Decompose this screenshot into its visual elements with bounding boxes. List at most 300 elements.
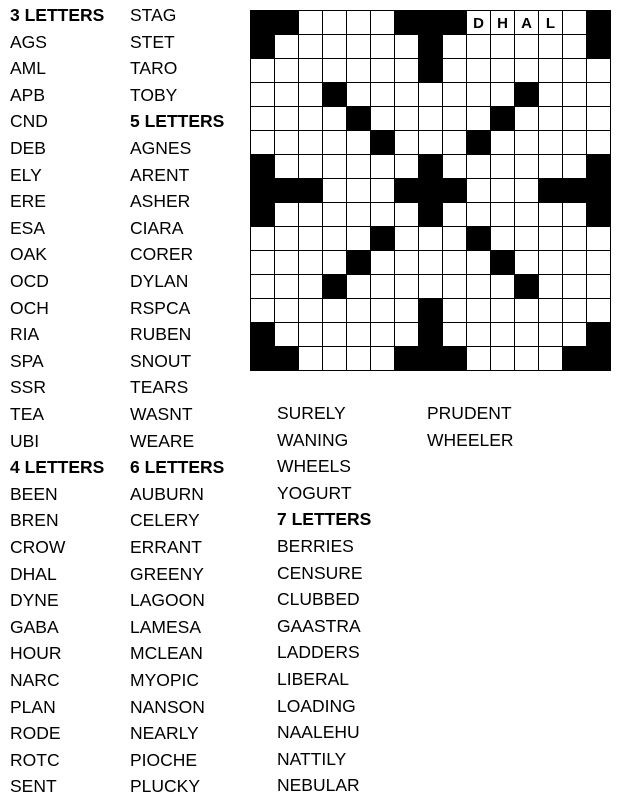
- word-list-item: RODE: [10, 723, 61, 744]
- word-list-item: MYOPIC: [130, 670, 200, 690]
- grid-cell[interactable]: [371, 203, 395, 227]
- grid-cell[interactable]: [467, 347, 491, 371]
- grid-cell[interactable]: [323, 251, 347, 275]
- grid-cell[interactable]: [323, 227, 347, 251]
- grid-cell[interactable]: [347, 323, 371, 347]
- grid-cell[interactable]: [299, 227, 323, 251]
- grid-cell[interactable]: [563, 323, 587, 347]
- grid-cell[interactable]: [371, 107, 395, 131]
- word-list-item: RSPCA: [130, 297, 191, 318]
- grid-cell[interactable]: [491, 227, 515, 251]
- grid-cell[interactable]: [491, 179, 515, 203]
- grid-cell[interactable]: [419, 83, 443, 107]
- black-cell: [251, 35, 275, 59]
- word-list-item: ELY: [10, 164, 42, 185]
- black-cell: [419, 299, 443, 323]
- grid-cell[interactable]: [251, 227, 275, 251]
- word-list-item: NARC: [10, 670, 60, 690]
- word-list-item: CIARA: [130, 217, 184, 238]
- word-list-item: PIOCHE: [130, 749, 198, 770]
- grid-cell[interactable]: [443, 299, 467, 323]
- grid-cell[interactable]: [275, 83, 299, 107]
- grid-cell[interactable]: [323, 203, 347, 227]
- grid-cell[interactable]: [299, 275, 323, 299]
- grid-cell[interactable]: [467, 203, 491, 227]
- grid-cell[interactable]: [395, 59, 419, 83]
- grid-cell[interactable]: [251, 83, 275, 107]
- grid-cell[interactable]: [371, 155, 395, 179]
- grid-cell[interactable]: [419, 275, 443, 299]
- grid-cell[interactable]: [563, 59, 587, 83]
- grid-cell[interactable]: [251, 251, 275, 275]
- grid-cell[interactable]: [323, 11, 347, 35]
- grid-cell[interactable]: [563, 131, 587, 155]
- black-cell: [347, 251, 371, 275]
- word-list-item: UBI: [10, 430, 40, 451]
- grid-cell[interactable]: [275, 299, 299, 323]
- black-cell: [467, 131, 491, 155]
- grid-cell[interactable]: [515, 203, 539, 227]
- black-cell: [251, 179, 275, 203]
- word-list-item: DYNE: [10, 590, 59, 611]
- grid-cell[interactable]: [443, 275, 467, 299]
- word-list-item: STET: [130, 31, 175, 52]
- word-list-item: OCD: [10, 271, 49, 291]
- word-list-item: AML: [10, 58, 46, 79]
- grid-cell[interactable]: [395, 227, 419, 251]
- black-cell: [515, 275, 539, 299]
- grid-cell[interactable]: [587, 299, 611, 323]
- grid-cell[interactable]: [563, 107, 587, 131]
- grid-cell[interactable]: [275, 35, 299, 59]
- word-list-item: PLUCKY: [130, 776, 201, 797]
- word-list-item: CENSURE: [277, 562, 363, 583]
- grid-cell[interactable]: [515, 227, 539, 251]
- word-list-item: ROTC: [10, 749, 60, 770]
- grid-cell[interactable]: [563, 35, 587, 59]
- grid-cell[interactable]: [323, 179, 347, 203]
- black-cell: [515, 83, 539, 107]
- grid-cell[interactable]: [491, 35, 515, 59]
- black-cell: [323, 83, 347, 107]
- grid-cell[interactable]: [323, 35, 347, 59]
- word-list-item: TEA: [10, 404, 45, 424]
- grid-cell[interactable]: [299, 323, 323, 347]
- word-list-item: NEARLY: [130, 723, 199, 744]
- grid-cell[interactable]: [467, 179, 491, 203]
- grid-cell[interactable]: [443, 83, 467, 107]
- grid-cell[interactable]: [323, 131, 347, 155]
- grid-cell[interactable]: [467, 107, 491, 131]
- grid-cell[interactable]: [587, 107, 611, 131]
- grid-cell[interactable]: [395, 155, 419, 179]
- word-list-item: AUBURN: [130, 483, 204, 504]
- word-list-item: ESA: [10, 217, 46, 238]
- grid-cell[interactable]: [251, 131, 275, 155]
- grid-cell[interactable]: [419, 227, 443, 251]
- black-cell: [467, 227, 491, 251]
- grid-cell[interactable]: [467, 59, 491, 83]
- grid-cell[interactable]: [371, 275, 395, 299]
- grid-cell[interactable]: [419, 131, 443, 155]
- black-cell: [587, 179, 611, 203]
- grid-cell[interactable]: [395, 35, 419, 59]
- word-list-item: WHEELER: [427, 429, 514, 450]
- word-list-item: SSR: [10, 377, 46, 398]
- word-list-item: MCLEAN: [130, 643, 203, 664]
- black-cell: [251, 323, 275, 347]
- grid-cell[interactable]: [563, 83, 587, 107]
- black-cell: [443, 11, 467, 35]
- word-list-item: RUBEN: [130, 324, 192, 345]
- grid-cell[interactable]: [539, 35, 563, 59]
- grid-cell[interactable]: [443, 35, 467, 59]
- word-list-item: CND: [10, 111, 48, 132]
- word-list-item: DEB: [10, 138, 46, 158]
- grid-cell[interactable]: [587, 131, 611, 155]
- word-list-item: TARO: [130, 58, 178, 79]
- grid-cell[interactable]: [563, 155, 587, 179]
- grid-cell[interactable]: [323, 155, 347, 179]
- word-list-item: SPA: [10, 350, 44, 371]
- grid-cell[interactable]: [395, 107, 419, 131]
- grid-cell[interactable]: [515, 35, 539, 59]
- grid-cell[interactable]: [515, 299, 539, 323]
- word-list-item: OAK: [10, 244, 47, 265]
- grid-cell[interactable]: [467, 323, 491, 347]
- grid-cell[interactable]: [491, 203, 515, 227]
- grid-cell[interactable]: [539, 107, 563, 131]
- grid-cell[interactable]: [443, 59, 467, 83]
- black-cell: [587, 203, 611, 227]
- grid-cell[interactable]: [323, 59, 347, 83]
- word-list-item: TOBY: [130, 84, 178, 105]
- grid-cell[interactable]: [323, 107, 347, 131]
- word-list-item: ASHER: [130, 191, 191, 212]
- cell-letter: H: [497, 15, 508, 32]
- word-list-item: SURELY: [277, 403, 346, 423]
- grid-cell[interactable]: [539, 347, 563, 371]
- black-cell: [395, 347, 419, 371]
- grid-cell[interactable]: [443, 227, 467, 251]
- word-length-heading: 5 LETTERS: [130, 111, 225, 132]
- black-cell: [419, 155, 443, 179]
- black-cell: [419, 347, 443, 371]
- grid-cell[interactable]: [563, 275, 587, 299]
- grid-cell[interactable]: [323, 323, 347, 347]
- grid-cell[interactable]: [443, 155, 467, 179]
- word-length-heading: 6 LETTERS: [130, 457, 225, 478]
- grid-cell[interactable]: [515, 179, 539, 203]
- grid-cell[interactable]: [251, 107, 275, 131]
- grid-cell[interactable]: [371, 83, 395, 107]
- grid-cell[interactable]: [275, 59, 299, 83]
- word-list-item: WASNT: [130, 404, 193, 424]
- grid-cell[interactable]: [347, 203, 371, 227]
- word-list-item: LAMESA: [130, 616, 201, 637]
- grid-cell[interactable]: [443, 107, 467, 131]
- grid-cell[interactable]: [443, 131, 467, 155]
- grid-cell[interactable]: [467, 83, 491, 107]
- black-cell: [275, 179, 299, 203]
- black-cell: [491, 251, 515, 275]
- black-cell: [251, 11, 275, 35]
- black-cell: [371, 227, 395, 251]
- word-list-item: YOGURT: [277, 482, 352, 503]
- grid-cell[interactable]: [491, 83, 515, 107]
- grid-cell[interactable]: [299, 131, 323, 155]
- word-list-item: WANING: [277, 429, 349, 450]
- grid-cell[interactable]: [491, 275, 515, 299]
- grid-cell[interactable]: [395, 83, 419, 107]
- black-cell: [275, 347, 299, 371]
- black-cell: [491, 107, 515, 131]
- word-list-item: GREENY: [130, 563, 204, 584]
- grid-cell[interactable]: [347, 11, 371, 35]
- grid-cell[interactable]: [587, 59, 611, 83]
- grid-cell[interactable]: [371, 11, 395, 35]
- grid-cell[interactable]: [275, 131, 299, 155]
- grid-cell[interactable]: [491, 347, 515, 371]
- word-list-item: SENT: [10, 776, 57, 797]
- grid-cell[interactable]: [539, 227, 563, 251]
- black-cell: [587, 11, 611, 35]
- grid-cell[interactable]: [467, 299, 491, 323]
- word-list-item: CLUBBED: [277, 589, 360, 610]
- word-list-item: AGS: [10, 31, 47, 52]
- grid-cell[interactable]: [251, 275, 275, 299]
- grid-cell[interactable]: [563, 227, 587, 251]
- cell-letter: A: [521, 15, 532, 32]
- black-cell: [419, 35, 443, 59]
- grid-cell[interactable]: [419, 107, 443, 131]
- word-list-item: WEARE: [130, 430, 195, 451]
- grid-cell[interactable]: [467, 35, 491, 59]
- word-list-item: BEEN: [10, 483, 58, 504]
- grid-cell[interactable]: [275, 227, 299, 251]
- grid-cell[interactable]: [251, 299, 275, 323]
- black-cell: [443, 347, 467, 371]
- grid-cell[interactable]: [299, 35, 323, 59]
- black-cell: [419, 59, 443, 83]
- grid-cell[interactable]: [299, 299, 323, 323]
- word-list-item: RIA: [10, 324, 40, 345]
- grid-cell[interactable]: [275, 323, 299, 347]
- grid-cell[interactable]: [371, 35, 395, 59]
- grid-cell[interactable]: [347, 275, 371, 299]
- word-list-item: WHEELS: [277, 456, 351, 477]
- black-cell: [371, 131, 395, 155]
- grid-cell[interactable]: [275, 251, 299, 275]
- word-list-item: ERRANT: [130, 537, 202, 557]
- word-list-item: LADDERS: [277, 642, 360, 663]
- word-list-item: GABA: [10, 616, 59, 637]
- word-length-heading: 3 LETTERS: [10, 5, 105, 25]
- cell-letter: L: [545, 15, 556, 32]
- word-list-item: DYLAN: [130, 271, 189, 291]
- cell-letter: D: [473, 15, 484, 32]
- grid-cell[interactable]: [419, 251, 443, 275]
- grid-cell[interactable]: [563, 203, 587, 227]
- grid-cell[interactable]: [299, 203, 323, 227]
- grid-cell[interactable]: [515, 347, 539, 371]
- grid-cell[interactable]: [539, 203, 563, 227]
- grid-cell[interactable]: [539, 251, 563, 275]
- word-list-item: CELERY: [130, 510, 200, 531]
- grid-cell[interactable]: [371, 59, 395, 83]
- grid-cell[interactable]: [299, 59, 323, 83]
- black-cell: [419, 11, 443, 35]
- grid-cell[interactable]: [395, 323, 419, 347]
- grid-cell[interactable]: [275, 155, 299, 179]
- word-list-item: AGNES: [130, 138, 192, 158]
- grid-cell[interactable]: [587, 227, 611, 251]
- word-list-item: APB: [10, 84, 46, 105]
- grid-cell[interactable]: [395, 275, 419, 299]
- grid-cell[interactable]: [347, 131, 371, 155]
- word-list-item: ERE: [10, 191, 46, 212]
- grid-cell[interactable]: [251, 59, 275, 83]
- black-cell: [587, 323, 611, 347]
- grid-cell[interactable]: [323, 347, 347, 371]
- black-cell: [251, 347, 275, 371]
- black-cell: [251, 203, 275, 227]
- grid-cell[interactable]: [515, 131, 539, 155]
- grid-cell[interactable]: [371, 347, 395, 371]
- grid-cell[interactable]: [563, 11, 587, 35]
- word-list-item: PLAN: [10, 696, 56, 717]
- black-cell: [539, 179, 563, 203]
- grid-cell[interactable]: [395, 131, 419, 155]
- black-cell: [443, 179, 467, 203]
- grid-cell[interactable]: [515, 59, 539, 83]
- black-cell: [563, 347, 587, 371]
- word-list-item: NEBULAR: [277, 775, 360, 796]
- grid-cell[interactable]: [299, 155, 323, 179]
- grid-cell[interactable]: [395, 299, 419, 323]
- grid-cell[interactable]: [347, 179, 371, 203]
- black-cell: [419, 323, 443, 347]
- word-length-heading: 7 LETTERS: [277, 509, 372, 530]
- black-cell: [275, 11, 299, 35]
- grid-cell[interactable]: [347, 155, 371, 179]
- black-cell: [323, 275, 347, 299]
- word-length-heading: 4 LETTERS: [10, 457, 105, 478]
- grid-cell[interactable]: [323, 299, 347, 323]
- grid-cell[interactable]: [491, 299, 515, 323]
- grid-cell[interactable]: [491, 131, 515, 155]
- grid-cell[interactable]: [299, 11, 323, 35]
- word-list-item: LIBERAL: [277, 669, 349, 689]
- word-list-item: PRUDENT: [427, 403, 512, 423]
- grid-cell[interactable]: [371, 323, 395, 347]
- grid-cell[interactable]: [299, 251, 323, 275]
- grid-cell[interactable]: [443, 251, 467, 275]
- grid-cell[interactable]: [347, 347, 371, 371]
- black-cell: [419, 203, 443, 227]
- grid-cell[interactable]: [467, 251, 491, 275]
- grid-cell[interactable]: [587, 275, 611, 299]
- grid-cell[interactable]: [467, 275, 491, 299]
- word-list-item: NAALEHU: [277, 722, 360, 743]
- word-list-item: CORER: [130, 244, 194, 265]
- grid-cell[interactable]: [539, 299, 563, 323]
- grid-cell[interactable]: [515, 323, 539, 347]
- grid-cell[interactable]: [299, 107, 323, 131]
- black-cell: [251, 155, 275, 179]
- grid-cell[interactable]: [299, 83, 323, 107]
- black-cell: [299, 179, 323, 203]
- black-cell: [395, 179, 419, 203]
- grid-cell[interactable]: [347, 299, 371, 323]
- grid-cell[interactable]: [539, 59, 563, 83]
- black-cell: [563, 179, 587, 203]
- grid-cell[interactable]: [515, 107, 539, 131]
- grid-cell[interactable]: [539, 275, 563, 299]
- crossword-grid: [250, 10, 611, 371]
- grid-cell[interactable]: [395, 203, 419, 227]
- grid-cell[interactable]: [539, 131, 563, 155]
- black-cell: [587, 35, 611, 59]
- grid-cell[interactable]: [491, 323, 515, 347]
- black-cell: [419, 179, 443, 203]
- word-list-item: NATTILY: [277, 748, 347, 769]
- word-list-item: BREN: [10, 510, 59, 531]
- grid-cell[interactable]: [347, 227, 371, 251]
- grid-cell[interactable]: [347, 83, 371, 107]
- grid-cell[interactable]: [563, 251, 587, 275]
- word-list-item: OCH: [10, 297, 49, 318]
- grid-cell[interactable]: [515, 155, 539, 179]
- grid-cell[interactable]: [491, 59, 515, 83]
- word-list-item: NANSON: [130, 696, 205, 717]
- grid-cell[interactable]: [371, 251, 395, 275]
- black-cell: [587, 347, 611, 371]
- grid-cell[interactable]: [299, 347, 323, 371]
- word-list-item: BERRIES: [277, 536, 354, 556]
- grid-cell[interactable]: [395, 251, 419, 275]
- black-cell: [395, 11, 419, 35]
- word-list-item: TEARS: [130, 377, 189, 398]
- word-list-item: LAGOON: [130, 590, 205, 611]
- grid-cell[interactable]: [371, 299, 395, 323]
- grid-cell[interactable]: [539, 155, 563, 179]
- grid-cell[interactable]: [347, 35, 371, 59]
- grid-cell[interactable]: [539, 83, 563, 107]
- grid-cell[interactable]: [491, 155, 515, 179]
- grid-cell[interactable]: [347, 59, 371, 83]
- word-list-item: HOUR: [10, 643, 62, 664]
- grid-cell[interactable]: [515, 251, 539, 275]
- grid-cell[interactable]: [539, 323, 563, 347]
- grid-cell[interactable]: [443, 323, 467, 347]
- word-list-item: SNOUT: [130, 350, 192, 371]
- grid-cell[interactable]: [371, 179, 395, 203]
- word-list-item: LOADING: [277, 695, 356, 716]
- grid-cell[interactable]: [275, 203, 299, 227]
- grid-cell[interactable]: [275, 275, 299, 299]
- grid-cell[interactable]: [443, 203, 467, 227]
- word-list-item: STAG: [130, 5, 177, 25]
- grid-cell[interactable]: [275, 107, 299, 131]
- word-list-item: ARENT: [130, 164, 190, 185]
- black-cell: [347, 107, 371, 131]
- grid-cell[interactable]: [587, 251, 611, 275]
- word-list-item: GAASTRA: [277, 615, 361, 636]
- grid-cell[interactable]: [467, 155, 491, 179]
- grid-cell[interactable]: [587, 83, 611, 107]
- grid-cell[interactable]: [563, 299, 587, 323]
